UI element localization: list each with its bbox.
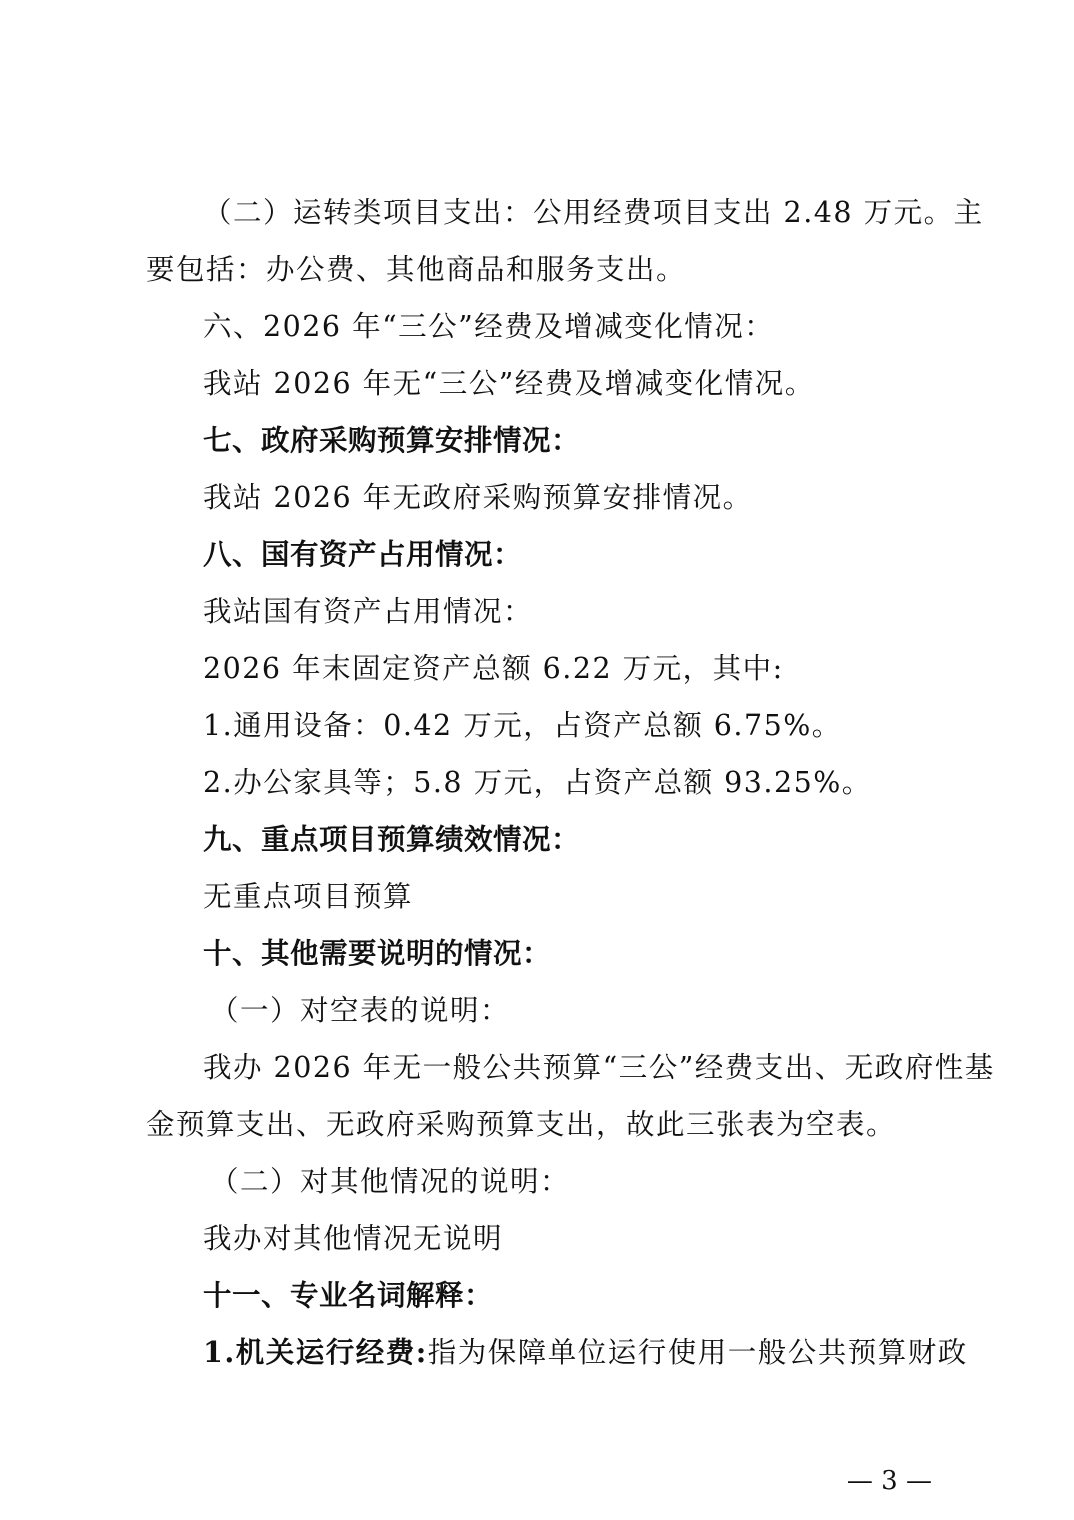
paragraph-empty-tables-cont: 金预算支出、无政府采购预算支出，故此三张表为空表。 xyxy=(146,1108,897,1141)
paragraph-operating-project-expense-cont: 要包括：办公费、其他商品和服务支出。 xyxy=(146,253,687,286)
heading-government-procurement: 七、政府采购预算安排情况： xyxy=(203,423,581,457)
paragraph-operating-project-expense: （二）运转类项目支出：公用经费项目支出 2.48 万元。主 xyxy=(203,196,984,229)
paragraph-three-public-expenses: 我站 2026 年无“三公”经费及增减变化情况。 xyxy=(203,367,815,400)
term-label: 1.机关运行经费: xyxy=(203,1335,428,1369)
heading-terminology: 十一、专业名词解释： xyxy=(203,1278,494,1312)
heading-other-explanations: 十、其他需要说明的情况： xyxy=(203,936,552,970)
paragraph-key-project-performance: 无重点项目预算 xyxy=(203,880,414,913)
subheading-empty-tables: （一）对空表的说明： xyxy=(210,994,511,1027)
paragraph-empty-tables: 我办 2026 年无一般公共预算“三公”经费支出、无政府性基 xyxy=(203,1051,995,1084)
subheading-other-situations: （二）对其他情况的说明： xyxy=(210,1165,571,1198)
paragraph-other-situations: 我办对其他情况无说明 xyxy=(203,1222,504,1255)
paragraph-office-furniture: 2.办公家具等；5.8 万元，占资产总额 93.25%。 xyxy=(203,766,872,799)
document-page xyxy=(146,184,995,1381)
paragraph-fixed-assets-total: 2026 年末固定资产总额 6.22 万元，其中: xyxy=(203,652,784,685)
paragraph-state-assets-intro: 我站国有资产占用情况： xyxy=(203,595,534,628)
term-definition: 指为保障单位运行使用一般公共预算财政 xyxy=(427,1336,968,1369)
paragraph-general-equipment: 1.通用设备：0.42 万元，占资产总额 6.75%。 xyxy=(203,709,842,742)
heading-key-project-performance: 九、重点项目预算绩效情况： xyxy=(203,822,581,856)
page-number: — 3 — xyxy=(846,1466,932,1496)
heading-three-public-expenses: 六、2026 年“三公”经费及增减变化情况： xyxy=(203,310,775,343)
paragraph-government-procurement: 我站 2026 年无政府采购预算安排情况。 xyxy=(203,481,753,514)
heading-state-assets: 八、国有资产占用情况： xyxy=(203,537,523,571)
paragraph-term-operating-funds xyxy=(146,1324,968,1381)
